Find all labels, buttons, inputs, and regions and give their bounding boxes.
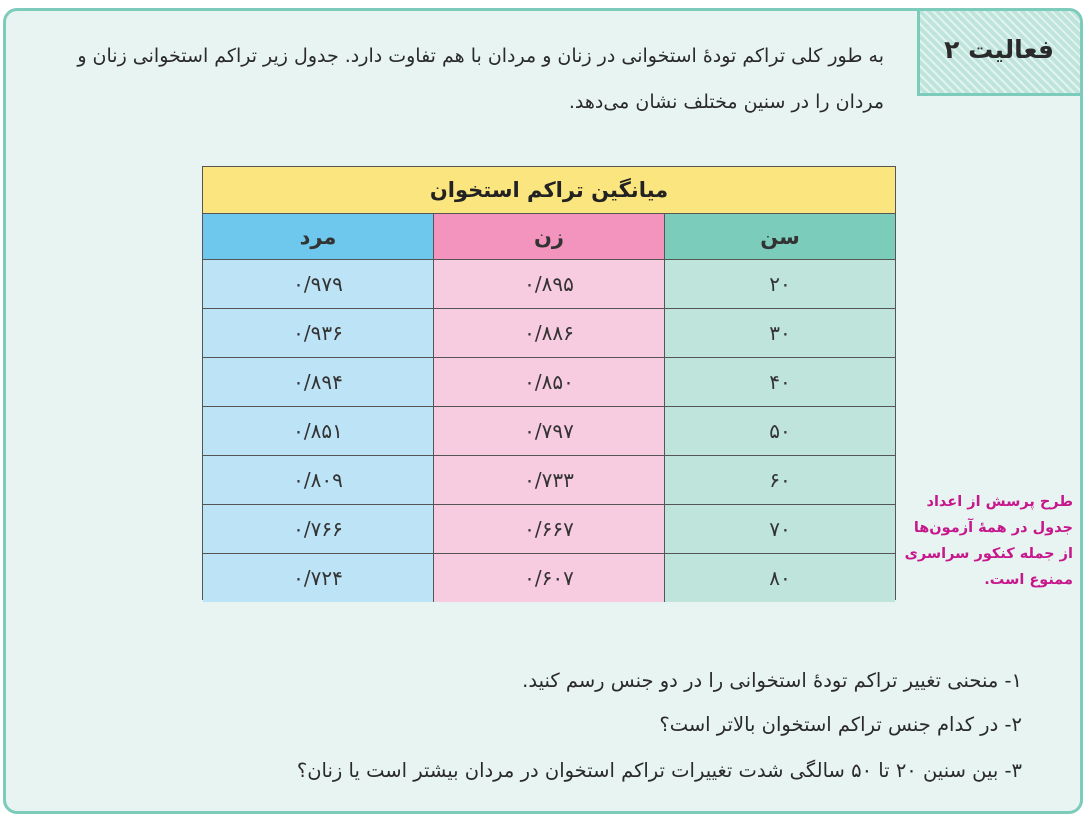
bone-density-table bbox=[202, 166, 896, 600]
cell-man: ۰/۷۶۶ bbox=[203, 505, 433, 553]
copyright-note bbox=[893, 489, 1073, 593]
cell-age: ۵۰ bbox=[664, 407, 895, 455]
question-1: ۱- منحنی تغییر تراکم تودهٔ استخوانی را در دو جنس رسم کنید. bbox=[522, 669, 1022, 692]
note-line: از جمله کنکور سراسری bbox=[904, 546, 1073, 562]
cell-man: ۰/۷۲۴ bbox=[203, 554, 433, 602]
question-3: ۳- بین سنین ۲۰ تا ۵۰ سالگی شدت تغییرات تراکم استخوان در مردان بیشتر است یا زنان؟ bbox=[296, 759, 1022, 782]
table-header-row bbox=[203, 214, 895, 260]
cell-age: ۶۰ bbox=[664, 456, 895, 504]
cell-woman: ۰/۷۳۳ bbox=[433, 456, 664, 504]
table-row bbox=[203, 309, 895, 358]
table-row bbox=[203, 358, 895, 407]
cell-age: ۴۰ bbox=[664, 358, 895, 406]
table-row bbox=[203, 456, 895, 505]
cell-age: ۲۰ bbox=[664, 260, 895, 308]
cell-woman: ۰/۸۸۶ bbox=[433, 309, 664, 357]
cell-age: ۸۰ bbox=[664, 554, 895, 602]
cell-man: ۰/۹۳۶ bbox=[203, 309, 433, 357]
header-man: مرد bbox=[203, 214, 433, 259]
header-woman: زن bbox=[433, 214, 664, 259]
cell-woman: ۰/۸۹۵ bbox=[433, 260, 664, 308]
header-age: سن bbox=[664, 214, 895, 259]
activity-panel bbox=[3, 8, 1083, 814]
note-line: جدول در همهٔ آزمون‌ها bbox=[913, 520, 1073, 536]
cell-man: ۰/۹۷۹ bbox=[203, 260, 433, 308]
table-row bbox=[203, 260, 895, 309]
cell-woman: ۰/۸۵۰ bbox=[433, 358, 664, 406]
cell-man: ۰/۸۹۴ bbox=[203, 358, 433, 406]
cell-man: ۰/۸۵۱ bbox=[203, 407, 433, 455]
cell-man: ۰/۸۰۹ bbox=[203, 456, 433, 504]
activity-title: فعالیت ۲ bbox=[944, 35, 1054, 64]
activity-badge bbox=[917, 8, 1083, 96]
cell-woman: ۰/۷۹۷ bbox=[433, 407, 664, 455]
intro-line-1: به طور کلی تراکم تودهٔ استخوانی در زنان و مردان با هم تفاوت دارد. جدول زیر تراکم استخوانی زنان و bbox=[77, 45, 884, 67]
cell-age: ۳۰ bbox=[664, 309, 895, 357]
table-row bbox=[203, 554, 895, 602]
cell-woman: ۰/۶۶۷ bbox=[433, 505, 664, 553]
table-title: میانگین تراکم استخوان bbox=[203, 167, 895, 214]
question-2: ۲- در کدام جنس تراکم استخوان بالاتر است؟ bbox=[659, 713, 1022, 736]
intro-line-2: مردان را در سنین مختلف نشان می‌دهد. bbox=[568, 91, 884, 113]
note-line: طرح پرسش از اعداد bbox=[926, 494, 1073, 510]
note-line: ممنوع است. bbox=[984, 572, 1073, 588]
cell-woman: ۰/۶۰۷ bbox=[433, 554, 664, 602]
table-row bbox=[203, 407, 895, 456]
table-row bbox=[203, 505, 895, 554]
cell-age: ۷۰ bbox=[664, 505, 895, 553]
